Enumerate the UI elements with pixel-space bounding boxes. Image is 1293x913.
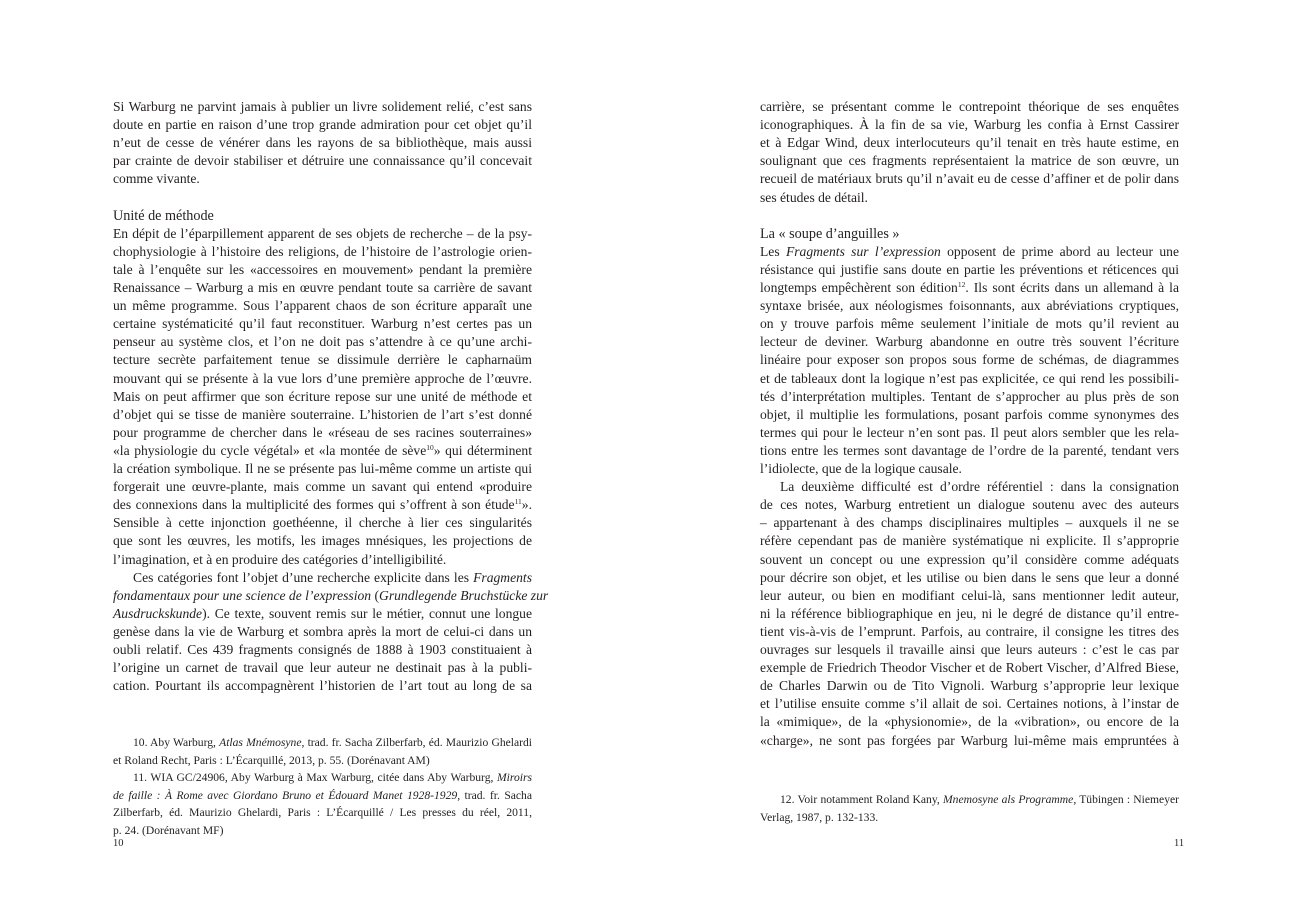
text-line [760,134,1179,152]
text-line [760,315,1179,333]
italic-title: Miroirs [496,771,532,785]
italic-title: Fragments sur l’expression [785,243,941,259]
text-line [760,732,1179,750]
text-run: certaine systématicité qu’il faut reconstituer. Warburg n’est certes pas un [113,316,532,332]
text-run: un même programme. Sous l’apparent chaos de son écriture apparaît une [113,298,532,314]
text-run: tés d’interprétation multiples. Tentant de s’approcher au plus près de son [760,388,1179,404]
text-line [113,243,532,261]
text-run: doute en partie en raison d’une trop grande admiration pour cet objet qu’il [113,117,532,133]
footnote-line [113,787,532,804]
text-line [760,514,1179,532]
text-run: tecture secrète parfaitement tenue se dissimule derrière le capharnaüm [113,352,532,368]
text-run: la «mimique», de la «physionomie», de la «vibration», ou encore de la [760,714,1179,730]
footnote-reference: 11 [514,496,522,506]
footnote-reference: 10 [426,442,434,452]
text-run: p. 24. (Dorénavant MF) [113,824,224,837]
text-run: Si Warburg ne parvint jamais à publier un livre solidement relié, c’est sans [113,99,532,114]
text-run: – appartenant à des champs disciplinaires multiples – auxquels il ne se [760,515,1179,531]
footnote-line [113,804,532,821]
text-line [113,478,532,496]
text-line [113,152,532,170]
text-line [760,261,1179,279]
text-run: 11. WIA GC/24906, Aby Warburg à Max Warburg, citée dans Aby Warburg, [133,771,497,785]
text-line [760,478,1179,496]
text-line [760,605,1179,623]
text-line [113,623,532,641]
text-run: cation. Pourtant ils accompagnèrent l’historien de l’art tout au long de sa [113,678,532,694]
text-line [113,351,532,369]
text-line [113,279,532,297]
text-line [113,333,532,351]
text-run: carrière, se présentant comme le contrepoint théorique de ses enquêtes [760,99,1179,114]
footnote-line [113,734,532,751]
text-line [113,514,532,532]
text-run: termes qui pour le lecteur n’en sont pas. Il peut alors sembler que les rela- [760,424,1179,440]
text-line [113,677,532,695]
text-line [760,496,1179,514]
text-run: pour décrire son objet, et les utilise ou bien dans le sens que leur a donné [760,569,1179,585]
text-run: oubli relatif. Ces 439 fragments consignés de 1888 à 1903 constituaient à [113,642,532,657]
text-line [760,351,1179,369]
footnote-line [760,809,1179,826]
text-run: ses études de détail. [760,189,868,205]
text-run: 10. Aby Warburg, [133,736,220,749]
text-run: linéaire pour exposer son propos sous forme de schémas, de diagrammes [760,352,1179,368]
text-run: souvent un concept ou une expression qu’il considère comme adéquats [760,551,1179,567]
text-run: En dépit de l’éparpillement apparent de ses objets de recherche – de la psy- [113,225,532,241]
text-line [113,98,532,116]
text-run: l’idiolecte, que de la logique causale. [760,461,962,476]
footnote-line [113,822,532,839]
text-run: et Roland Recht, Paris : L’Écarquillé, 2013, p. 55. (Dorénavant AM) [113,753,430,767]
text-run: Sensible à cette injonction goethéenne, il cherche à lier ces singularités [113,515,532,531]
text-run: la création symbolique. Il ne se présente pas lui-même comme un artiste qui [113,461,532,476]
text-line [760,333,1179,351]
text-line [760,297,1179,315]
italic-title: Ausdruckskunde [113,605,203,621]
text-run: syntaxe brisée, aux néologismes foisonnants, aux abréviations cryptiques, [760,298,1179,314]
text-run: Ces catégories font l’objet d’une recherche explicite dans les [133,569,474,585]
text-line [760,695,1179,713]
page-number: 11 [1174,838,1185,849]
text-line [760,677,1179,695]
text-run: La deuxième difficulté est d’ordre référentiel : dans la consignation [780,479,1179,495]
text-line [760,623,1179,641]
text-line [113,134,532,152]
text-line [760,532,1179,550]
text-run: ( [371,587,380,603]
right-page [646,0,1292,913]
text-run: que sont les œuvres, les motifs, les images mnésiques, les projections de [113,533,532,549]
text-line [760,406,1179,424]
text-run: résistance qui justifie sans doute en partie les préventions et réticences qui [760,261,1179,277]
text-line [113,315,532,333]
page-number: 10 [113,838,124,849]
text-run: iconographiques. À la fin de sa vie, Warburg les confia à Ernst Cassirer [760,117,1179,133]
text-run: exemple de Friedrich Theodor Vischer et de Robert Vischer, d’Alfred Biese, [760,660,1179,676]
text-line [760,243,1179,261]
text-line [760,587,1179,605]
italic-title: fondamentaux pour une science de l’expression [113,587,372,603]
text-run: et l’utilise ensuite comme s’il allait de soi. Certaines notions, à l’instar de [760,696,1179,712]
text-run: Les [760,243,786,259]
text-run: l’origine un carnet de travail que leur auteur ne destinait pas à la publi- [113,660,532,676]
text-run: penseur au système clos, et l’on ne doit pas s’attendre à ce qu’une archi- [113,334,532,350]
text-line [760,116,1179,134]
text-run: ». [521,497,532,513]
text-run: chophysiologie à l’histoire des religions, de l’histoire de l’astrologie orien- [113,243,532,259]
text-line [760,370,1179,388]
left-page [0,0,646,913]
text-line [113,170,532,188]
italic-title: Mnemosyne als Programme [943,793,1074,806]
text-line [113,406,532,424]
text-line [760,569,1179,587]
text-run: de ces notes, Warburg entretient un dialogue soutenu avec des auteurs [760,497,1179,513]
text-run: mouvant qui se présente à la vue lors d’une première approche de l’œuvre. [113,370,532,386]
italic-title: Atlas Mnémosyne [219,736,302,749]
text-line [113,388,532,406]
text-run: . Ils sont écrits dans un allemand à la [965,280,1179,295]
text-line [113,659,532,677]
text-line [113,261,532,279]
text-line [113,587,549,605]
italic-title: de faille : À Rome avec Giordano Bruno et Édouard Manet 1928-1929, [113,788,461,802]
text-run: tale à l’enquête sur les «accessoires en mouvement» pendant la première [113,261,532,277]
text-run: ouvrages sur lesquels il travaille ainsi que leurs auteurs : c’est le cas par [760,642,1179,657]
text-run: leur auteur, ou bien en modifiant celui-là, sans mentionner ledit auteur, [760,587,1179,603]
text-line [113,225,532,243]
text-run: trad. fr. Sacha [460,788,532,802]
text-run: tions entre les termes sont davantage de l’ordre de la parenté, tendant vers [760,442,1179,458]
text-line [760,442,1179,460]
text-run: «la physiologie du cycle végétal» et «la montée de sève [113,442,427,458]
text-line [113,442,532,460]
text-line [760,279,1179,297]
text-line [760,98,1179,116]
footnote-line [113,752,532,769]
text-run: objet, il multiplie les formulations, posant parfois comme synonymes des [760,406,1179,422]
text-line [760,170,1179,188]
text-line [113,424,532,442]
text-run: 12. Voir notamment Roland Kany, [780,793,944,806]
text-run: , trad. fr. Sacha Zilberfarb, éd. Maurizio Ghelardi [301,736,533,749]
text-run: et à Edgar Wind, deux interlocuteurs qu’il tenait en très haute estime, en [760,135,1179,151]
text-run: Mais on peut affirmer que son écriture repose sur une unité de méthode et [113,388,532,404]
text-line [760,152,1179,170]
text-run: ). Ce texte, souvent remis sur le métier, connut une longue [202,605,532,621]
text-line [760,460,1179,478]
text-line [760,189,1179,207]
text-run: pour programme de chercher dans le «réseau de ses racines souterraines» [113,424,532,440]
text-run: lecteur de deviner. Warburg abandonne en outre très souvent l’écriture [760,334,1179,350]
text-run: soulignant que ces fragments représentaient la matrice de son œuvre, un [760,153,1179,169]
footnote-line [113,769,532,786]
text-line [760,641,1179,659]
text-run: forgerait une œuvre-plante, mais comme un savant qui entend «produire [113,479,532,495]
text-run: l’imagination, et à en produire des catégories d’intelligibilité. [113,551,447,567]
text-run: Verlag, 1987, p. 132-133. [760,810,879,824]
section-heading: Unité de méthode [113,207,214,224]
text-line [760,551,1179,569]
text-run: genèse dans la vie de Warburg et sombra après la mort de celui-ci dans un [113,623,532,639]
italic-title: Fragments [473,569,532,585]
footnote-line [760,791,1179,808]
text-run: Zilberfarb, éd. Maurizio Ghelardi, Paris : L’Écarquillé / Les presses du réel, 2011, [113,806,532,820]
text-run: tient vis-à-vis de l’emprunt. Parfois, au contraire, il consigne les titres des [760,623,1179,639]
text-run: recueil de matériaux bruts qu’il n’avait eu de cesse d’affiner et de polir dans [760,171,1179,187]
text-run: ni la référence bibliographique en jeu, ni le degré de distance qu’il entre- [760,605,1179,621]
text-line [113,116,532,134]
italic-title: Grundlegende Bruchstücke zur [379,587,549,603]
text-run: «charge», ne sont pas forgées par Warburg lui-même mais empruntées à [760,732,1179,748]
text-line [113,370,532,388]
text-line [113,551,532,569]
text-run: de Charles Darwin ou de Tito Vignoli. Warburg s’approprie leur lexique [760,678,1179,694]
text-run: longtemps empêchèrent son édition [760,280,958,295]
text-run: , Tübingen : Niemeyer [1073,793,1180,806]
text-run: des connexions dans la multiplicité des formes qui s’offrent à son étude [113,497,515,513]
text-run: Renaissance – Warburg a mis en œuvre pendant toute sa carrière de savant [113,280,532,295]
text-run: par crainte de devoir stabiliser et détruire une connaissance qu’il concevait [113,153,532,169]
text-run: et de tableaux dont la logique n’est pas explicitée, ce qui rend les possibili- [760,370,1179,386]
text-line [113,605,532,623]
text-line [760,659,1179,677]
text-line [113,496,532,514]
text-line [113,532,532,550]
text-line [113,569,532,587]
footnote-reference: 12 [957,279,966,289]
text-line [760,424,1179,442]
text-run: n’eut de cesse de vénérer dans les rayons de sa bibliothèque, mais aussi [113,135,532,151]
text-line [760,713,1179,731]
text-run: on y trouve parfois même seulement l’initiale de mots qu’il revient au [760,316,1179,332]
text-run: » qui déterminent [433,442,533,458]
text-run: d’objet qui se tisse de manière souterraine. L’historien de l’art s’est donné [113,406,532,422]
text-line [113,641,532,659]
text-run: réfère cependant pas de manière systématique ni explicite. Il s’approprie [760,533,1179,549]
text-line [113,460,532,478]
text-line [760,388,1179,406]
text-line [113,297,532,315]
text-run: comme vivante. [113,171,200,187]
section-heading: La « soupe d’anguilles » [760,225,900,242]
text-run: opposent de prime abord au lecteur une [940,243,1179,259]
